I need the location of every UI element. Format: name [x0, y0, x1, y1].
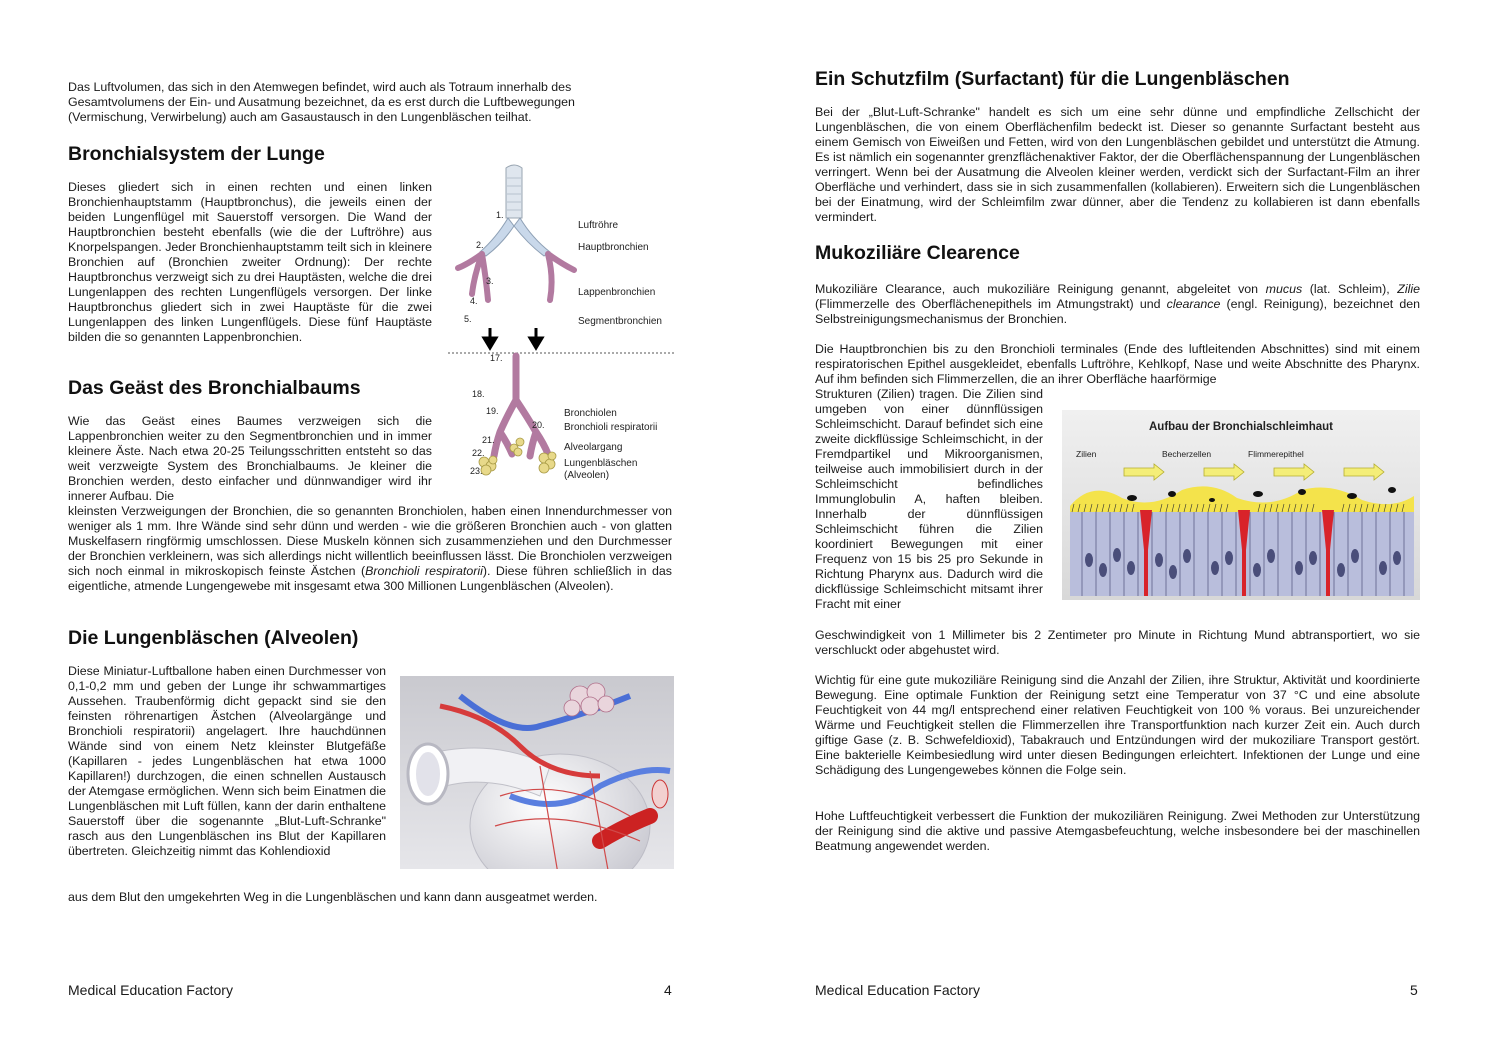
- page-number-right: 5: [1410, 982, 1418, 998]
- fig-label-luftroehre: Luftröhre: [578, 220, 619, 231]
- heading-bronchialsystem: Bronchialsystem der Lunge: [68, 143, 325, 165]
- mucosa-label-zilien: Zilien: [1076, 449, 1097, 459]
- muko-em-mucus: mucus: [1265, 282, 1303, 296]
- fig-num-1: 1.: [496, 210, 504, 220]
- fig-num-19: 19.: [486, 406, 499, 416]
- heading-surfactant: Ein Schutzfilm (Surfactant) für die Lungenbläschen: [815, 68, 1290, 90]
- geaest-b-text1: kleinsten Verzweigungen der Bronchien, die so genannten Bronchiolen, haben einen Innendurchmesser von weniger als 1 mm. Ihre Wände sind sehr dünn und werden - wie die größeren Bronchien auch - von glatten Muskelfasern ringförmig umschlossen. Diese Muskeln können sich zusammenziehen und den Durchmesser der Bronchien verkleinern, was sich allerdings nicht willentlich beeinflussen lässt. Die Bronchiolen verzweigen sich noch einmal in mikroskopisch feinste Ästchen (: [68, 504, 672, 578]
- page-number-left: 4: [664, 982, 672, 998]
- mucosa-label-flimmerepithel: Flimmerepithel: [1248, 449, 1304, 459]
- mucosa-title: Aufbau der Bronchialschleimhaut: [1148, 421, 1334, 433]
- paragraph-mukoziliaer-intro: [815, 282, 1420, 327]
- paragraph-epithel-c: Geschwindigkeit von 1 Millimeter bis 2 Zentimeter pro Minute in Richtung Mund abtransportiert, wo sie verschluckt oder abgehustet wird.: [815, 628, 1420, 657]
- paragraph-epithel-b: Strukturen (Zilien) tragen. Die Zilien sind umgeben von einer dünnflüssigen Schleimschicht. Darauf befindet sich eine zweite dickflüssige Schleimschicht, in der Fremdpartikel und Mikroorganismen, teilweise auch immobilisiert durch in der Schleimschicht befindliches Immunglobulin A, haften bleiben. Innerhalb der dünnflüssigen Schleimschicht führen die Zilien koordiniert Bewegungen mit einer Frequenz von 15 bis 25 pro Sekunde in Richtung Pharynx aus. Dadurch wird die dickflüssige Schleimschicht mitsamt ihrer Fracht mit einer: [815, 387, 1043, 611]
- muko-text3: (Flimmerzelle des Oberflächenepithels im Atmungstrakt) und: [815, 297, 1167, 311]
- heading-mukoziliaer: Mukoziliäre Clearence: [815, 242, 1020, 264]
- fig-label-segmentbronchien: Segmentbronchien: [578, 316, 662, 327]
- fig-label-lappenbronchien: Lappenbronchien: [578, 287, 656, 298]
- mucosa-label-becherzellen: Becherzellen: [1162, 449, 1212, 459]
- fig-num-20: 20.: [532, 420, 545, 430]
- fig-num-23: 23.: [470, 466, 483, 476]
- alveoli-illustration: [400, 676, 674, 869]
- paragraph-alveolen-a: Diese Miniatur-Luftballone haben einen Durchmesser von 0,1-0,2 mm und geben der Lunge ihr schwammartiges Aussehen. Traubenförmig dicht gepackt sind sie den feinsten röhrenartigen Ästchen (Alveolargänge und Bronchioli respiratorii) angelagert. Ihre hauchdünnen Wände sind von einem Netz kleinster Blutgefäße (Kapillaren - jedes Lungenbläschen hat etwa 1000 Kapillaren!) durchzogen, die einen schnellen Austausch der Atemgase ermöglichen. Wenn sich beim Einatmen die Lungenbläschen mit Luft füllen, kann der darin enthaltene Sauerstoff über die sogenannte „Blut-Luft-Schranke" rasch aus den Lungenbläschen ins Blut der Kapillaren übertreten. Gleichzeitig nimmt das Kohlendioxid: [68, 664, 386, 858]
- fig-label-bronchiolen: Bronchiolen: [564, 408, 617, 419]
- heading-lungenblaeschen: Die Lungenbläschen (Alveolen): [68, 627, 359, 649]
- muko-text1: Mukoziliäre Clearance, auch mukoziliäre Reinigung genannt, abgeleitet von: [815, 282, 1266, 296]
- fig-label-bronchioli: Bronchioli respiratorii: [564, 422, 658, 433]
- heading-geaest: Das Geäst des Bronchialbaums: [68, 377, 361, 399]
- intro-paragraph: Das Luftvolumen, das sich in den Atemwegen befindet, wird auch als Totraum innerhalb des Gesamtvolumens der Ein- und Ausatmung bezeichnet, da es erst durch die Luftbewegungen (Vermischung, Verwirbelung) auch am Gasaustausch in den Lungenbläschen teilhat.: [68, 80, 575, 124]
- fig-label-alveolargang: Alveolargang: [564, 442, 623, 453]
- muko-text2: (lat. Schleim),: [1302, 282, 1398, 296]
- fig-num-17: 17.: [490, 353, 503, 363]
- bronchial-tree-figure: [446, 160, 678, 490]
- paragraph-geaest-a: Wie das Geäst eines Baumes verzweigen sich die Lappenbronchien weiter zu den Segmentbronchien und in immer kleinere Äste. Nach etwa 20-25 Teilungsschritten entsteht so das weit verzweigte System des Bronchialbaums. Je kleiner die Bronchien werden, desto einfacher und dünnwandiger wird ihr innerer Aufbau. Die: [68, 414, 432, 503]
- geaest-b-text2: ). Diese führen schließlich in das eigentliche, atmende Lungengewebe mit insgesamt etwa 300 Millionen Lungenbläschen (Alveolen).: [68, 564, 673, 593]
- geaest-b-italic: Bronchioli respiratorii: [365, 564, 483, 578]
- muko-em-clearance: clearance: [1166, 297, 1221, 311]
- muko-text4: (engl. Reinigung), bezeichnet den Selbstreinigungsmechanismus der Bronchien.: [815, 297, 1420, 326]
- fig-num-3: 3.: [486, 276, 494, 286]
- fig-num-22: 22.: [472, 448, 485, 458]
- fig-label-alveolen: (Alveolen): [564, 470, 610, 481]
- footer-left: Medical Education Factory: [68, 982, 233, 998]
- paragraph-wichtig: Wichtig für eine gute mukoziliäre Reinigung sind die Anzahl der Zilien, ihre Struktur, Aktivität und koordinierte Bewegung. Eine optimale Funktion der Reinigung setzt eine Temperatur von 37 °C und eine absolute Feuchtigkeit von 44 mg/l entsprechend einer relativen Feuchtigkeit von 100 % voraus. Bei unzureichender Wärme und Feuchtigkeit stellen die Flimmerzellen ihre Transportfunktion nach kurzer Zeit ein. Auch durch giftige Gase (z. B. Schwefeldioxid), Tabakrauch und Entzündungen wird der mukoziliare Transport gestört. Eine bakterielle Keimbesiedlung wird unter diesen Bedingungen erleichtert. Infektionen der Lunge und eine Schädigung des Lungengewebes können die Folge sein.: [815, 673, 1420, 777]
- muko-em-zilie: Zilie: [1397, 282, 1420, 296]
- fig-num-18: 18.: [472, 389, 485, 399]
- right-page: [744, 0, 1487, 1050]
- fig-label-hauptbronchien: Hauptbronchien: [578, 242, 649, 253]
- fig-num-21: 21.: [482, 435, 495, 445]
- fig-num-4: 4.: [470, 296, 478, 306]
- paragraph-luftfeuchtigkeit: Hohe Luftfeuchtigkeit verbessert die Funktion der mukoziliären Reinigung. Zwei Methoden zur Unterstützung der Reinigung sind die aktive und passive Atemgasbefeuchtung, welche insbesondere bei der maschinellen Beatmung angewendet werden.: [815, 809, 1420, 853]
- paragraph-bronchialsystem: Dieses gliedert sich in einen rechten und einen linken Bronchienhauptstamm (Hauptbronchus), die jeweils einen der beiden Lungenflügel mit Sauerstoff versorgen. Die Wand der Hauptbronchien besteht ebenfalls (wie die der Luftröhre) aus Knorpelspangen. Jeder Bronchienhauptstamm teilt sich in kleinere Bronchien auf (Bronchien zweiter Ordnung): Der rechte Hauptbronchus verzweigt sich zu drei Hauptästen, welche die drei Lungenlappen des rechten Lungenflügels versorgen. Der linke Hauptbronchus gliedert sich in zwei Hauptäste für die zwei Lungenlappen des linken Lungenflügels. Diese fünf Hauptäste bilden die so genannten Lappenbronchien.: [68, 180, 432, 344]
- fig-num-5: 5.: [464, 314, 472, 324]
- left-page: [0, 0, 743, 1050]
- bronchial-mucosa-figure: [1062, 410, 1420, 600]
- paragraph-surfactant: Bei der „Blut-Luft-Schranke" handelt es sich um eine sehr dünne und empfindliche Zellschicht der Lungenbläschen, die von einem Oberflächenfilm bedeckt ist. Dieser so genannte Surfactant besteht aus einem Gemisch von Eiweißen und Fetten, wird von den Lungenbläschen gebildet und unterstützt die Atmung. Es ist nämlich ein sogenannter grenzflächenaktiver Faktor, der die Oberflächenspannung der Lungenbläschen verringert. Wenn bei der Ausatmung die Alveolen kleiner werden, verdickt sich der Surfactant-Film an ihrer Oberfläche und verhindert, dass sie in sich zusammenfallen (kollabieren). Erweitern sich die Lungenbläschen bei der Einatmung, wird der Schleimfilm zwar dünner, aber die Tendenz zu kollabieren ist dann ebenfalls vermindert.: [815, 105, 1420, 224]
- paragraph-geaest-b: [68, 504, 672, 594]
- footer-right: Medical Education Factory: [815, 982, 980, 998]
- paragraph-alveolen-b: aus dem Blut den umgekehrten Weg in die Lungenbläschen und kann dann ausgeatmet werden.: [68, 890, 598, 904]
- paragraph-epithel-a: Die Hauptbronchien bis zu den Bronchioli terminales (Ende des luftleitenden Abschnittes) sind mit einem respiratorischen Epithel ausgekleidet, ebenfalls Luftröhre, Kehlkopf, Nase und weite Abschnitte des Pharynx. Auf ihm befinden sich Flimmerzellen, die an ihrer Oberfläche haarförmige: [815, 342, 1420, 386]
- fig-num-2: 2.: [476, 240, 484, 250]
- fig-label-lungenblaeschen: Lungenbläschen: [564, 458, 638, 469]
